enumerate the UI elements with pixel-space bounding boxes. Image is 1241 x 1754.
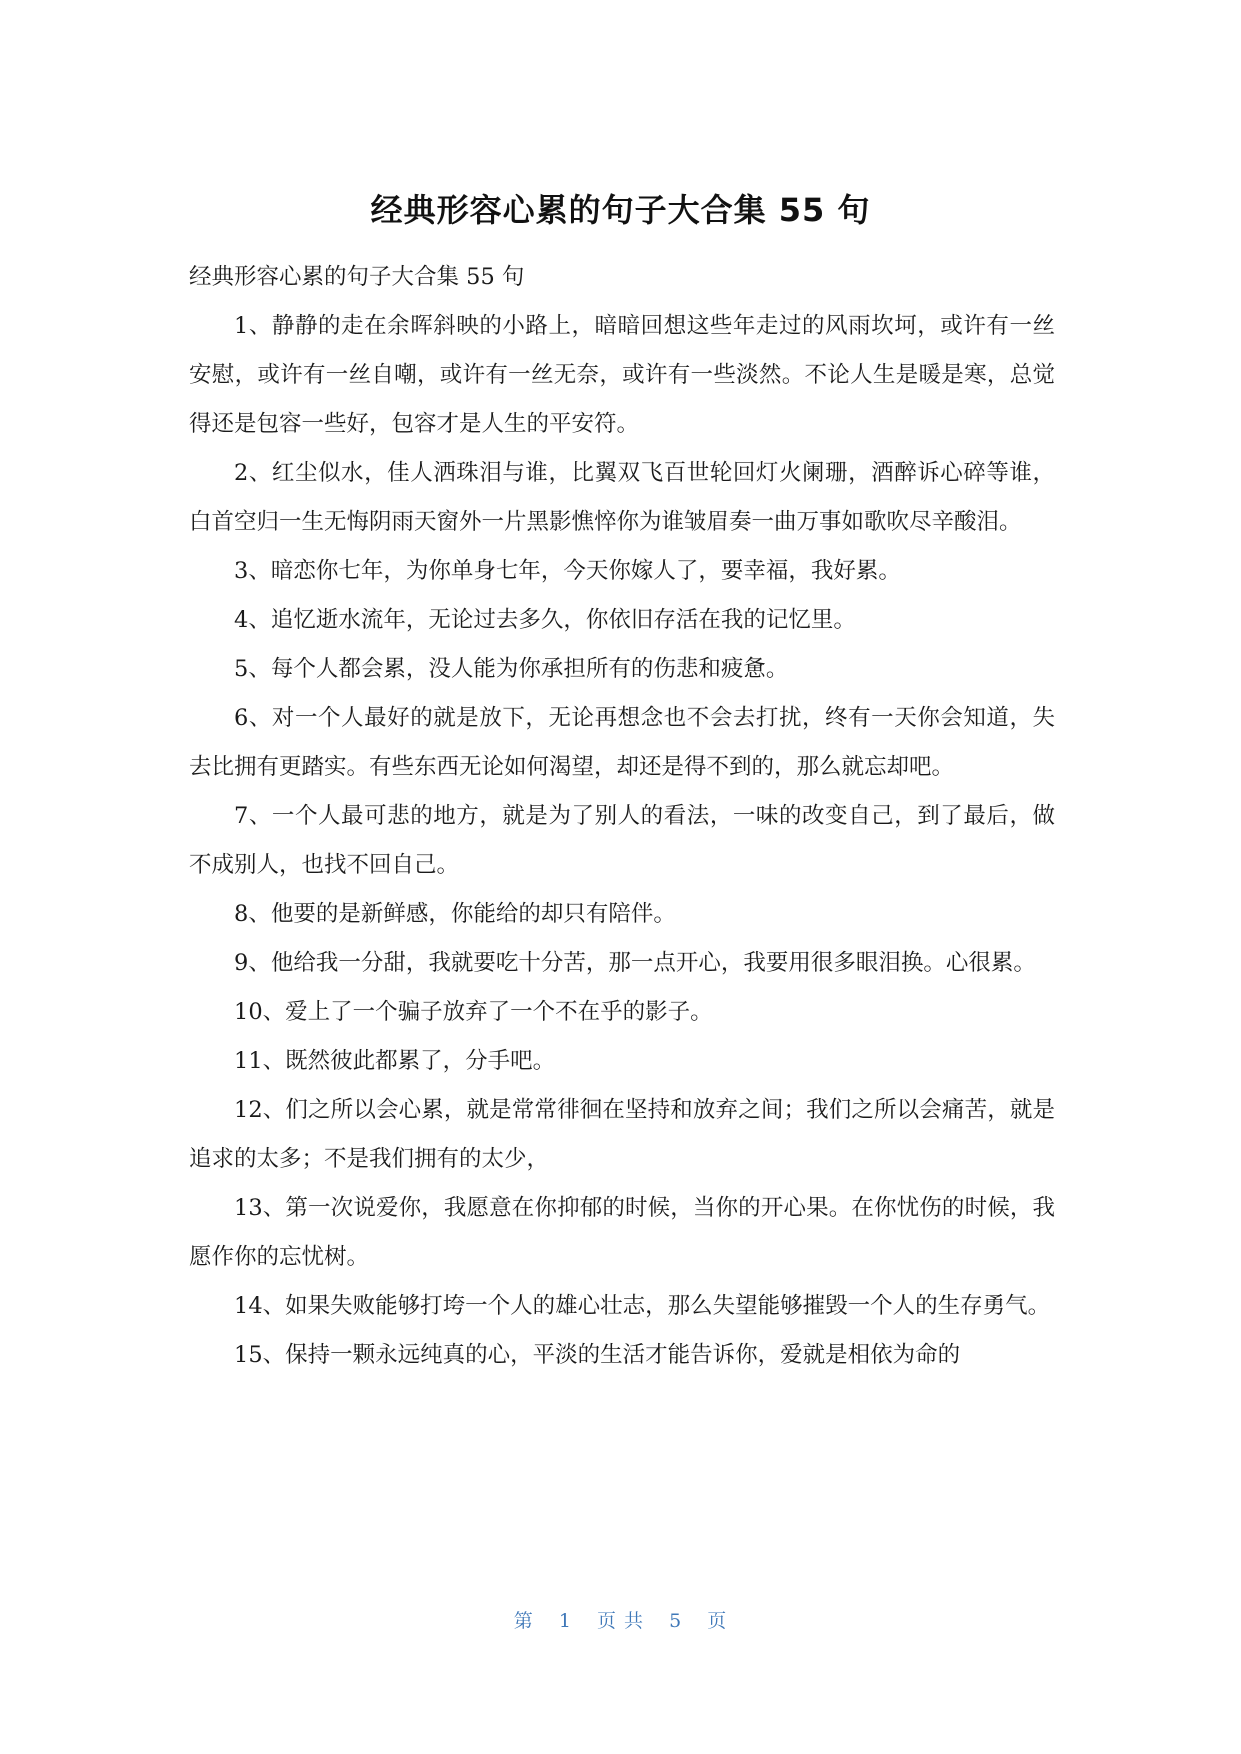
footer-pages-word: 页 xyxy=(707,1610,728,1632)
footer-page-of-word: 页 共 xyxy=(596,1610,645,1632)
document-title: 经典形容心累的句子大合集 55 句 xyxy=(370,191,871,229)
paragraph-3: 3、暗恋你七年，为你单身七年，今天你嫁人了，要幸福，我好累。 xyxy=(234,558,901,584)
paragraph-8: 8、他要的是新鲜感，你能给的却只有陪伴。 xyxy=(234,901,676,927)
paragraph-12: 12、们之所以会心累，就是常常徘徊在坚持和放弃之间；我们之所以会痛苦，就是追求的太多；不是我们拥有的太少， xyxy=(189,1097,1055,1172)
paragraph-2: 2、红尘似水，佳人洒珠泪与谁，比翼双飞百世轮回灯火阑珊，酒醉诉心碎等谁，白首空归一生无悔阴雨天窗外一片黑影憔悴你为谁皱眉奏一曲万事如歌吹尽辛酸泪。 xyxy=(189,460,1055,535)
document-subtitle: 经典形容心累的句子大合集 55 句 xyxy=(189,264,525,290)
footer-page-word: 第 xyxy=(513,1610,534,1632)
paragraph-15: 15、保持一颗永远纯真的心，平淡的生活才能告诉你，爱就是相依为命的 xyxy=(234,1342,961,1368)
paragraph-14: 14、如果失败能够打垮一个人的雄心壮志，那么失望能够摧毁一个人的生存勇气。 xyxy=(234,1293,1051,1319)
paragraph-6: 6、对一个人最好的就是放下，无论再想念也不会去打扰，终有一天你会知道，失去比拥有更踏实。有些东西无论如何渴望，却还是得不到的，那么就忘却吧。 xyxy=(189,705,1055,780)
paragraph-7: 7、一个人最可悲的地方，就是为了别人的看法，一味的改变自己，到了最后，做不成别人，也找不回自己。 xyxy=(189,803,1055,878)
paragraph-13: 13、第一次说爱你，我愿意在你抑郁的时候，当你的开心果。在你忧伤的时候，我愿作你的忘忧树。 xyxy=(189,1195,1055,1270)
paragraph-1: 1、静静的走在余晖斜映的小路上，暗暗回想这些年走过的风雨坎坷，或许有一丝安慰，或许有一丝自嘲，或许有一丝无奈，或许有一些淡然。不论人生是暖是寒，总觉得还是包容一些好，包容才是人生的平安符。 xyxy=(189,313,1055,437)
paragraph-10: 10、爱上了一个骗子放弃了一个不在乎的影子。 xyxy=(234,999,713,1025)
paragraph-11: 11、既然彼此都累了，分手吧。 xyxy=(234,1048,556,1074)
footer-current-page: 1 xyxy=(558,1610,572,1632)
paragraph-5: 5、每个人都会累，没人能为你承担所有的伤悲和疲惫。 xyxy=(234,656,789,682)
footer-total-pages: 5 xyxy=(669,1610,683,1632)
page-footer xyxy=(0,1608,1241,1634)
paragraph-9: 9、他给我一分甜，我就要吃十分苦，那一点开心，我要用很多眼泪换。心很累。 xyxy=(234,950,1036,976)
paragraph-4: 4、追忆逝水流年，无论过去多久，你依旧存活在我的记忆里。 xyxy=(234,607,856,633)
document-body xyxy=(189,253,1055,1380)
